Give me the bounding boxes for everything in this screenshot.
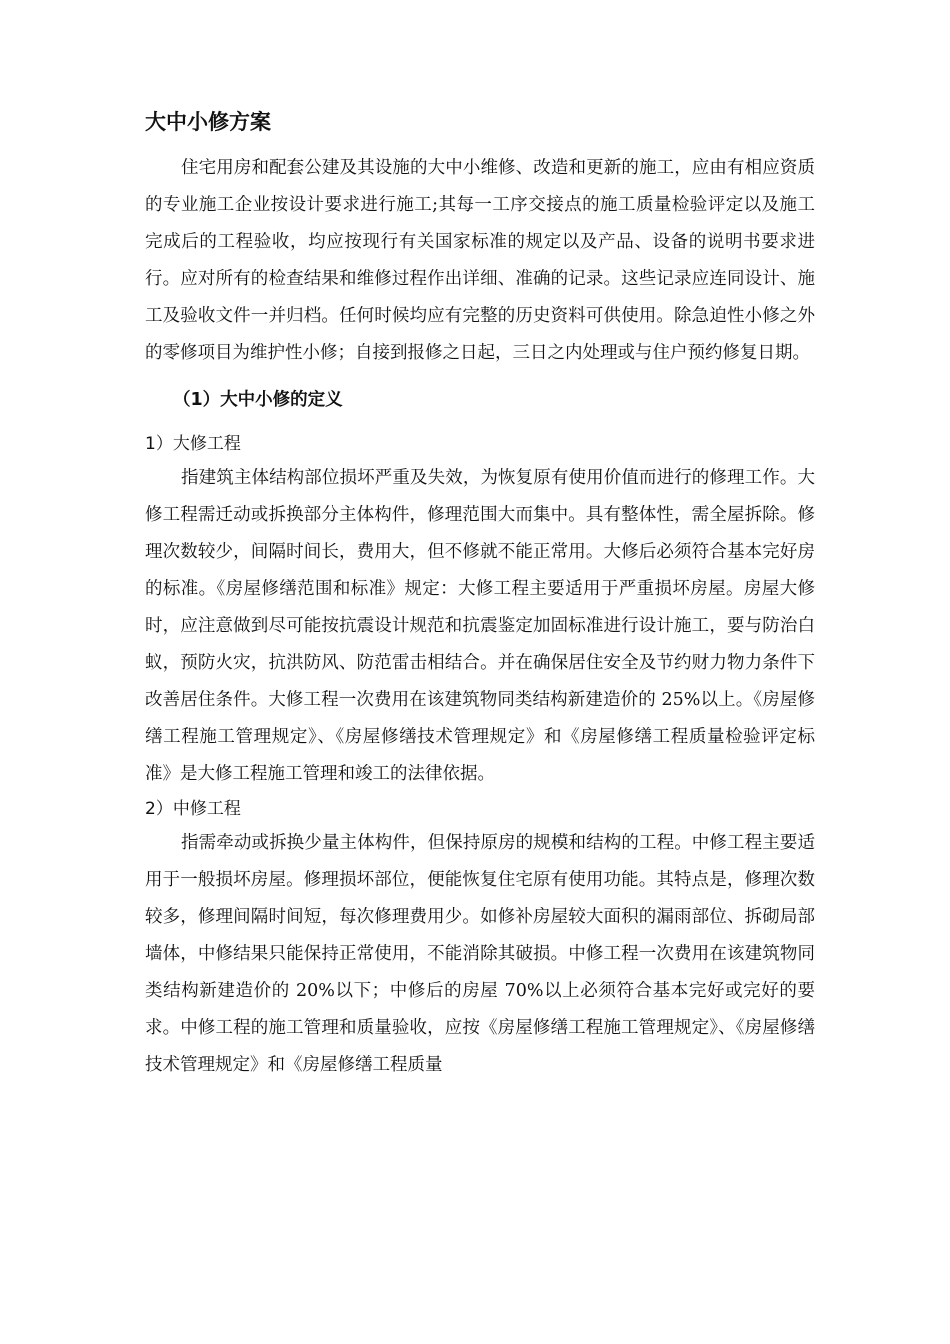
section-heading-definition: （1）大中小修的定义 (173, 390, 343, 410)
document-title: 大中小修方案 (145, 110, 271, 134)
major-repair-paragraph: 指建筑主体结构部位损坏严重及失效，为恢复原有使用价值而进行的修理工作。大修工程需迁动或拆换部分主体构件，修理范围大而集中。具有整体性，需全屋拆除。修理次数较少，间隔时间长，费用大，但不修就不能正常用。大修后必须符合基本完好房的标准。《房屋修缮范围和标准》规定：大修工程主要适用于严重损坏房屋。房屋大修时，应注意做到尽可能按抗震设计规范和抗震鉴定加固标准进行设计施工，要与防治白蚁，预防火灾，抗洪防风、防范雷击相结合。并在确保居住安全及节约财力物力条件下改善居住条件。大修工程一次费用在该建筑物同类结构新建造价的 25%以上。《房屋修缮工程施工管理规定》、《房屋修缮技术管理规定》和《房屋修缮工程质量检验评定标准》是大修工程施工管理和竣工的法律依据。 (145, 468, 815, 784)
sub-heading-major-repair: 1）大修工程 (145, 434, 241, 454)
medium-repair-paragraph: 指需牵动或拆换少量主体构件，但保持原房的规模和结构的工程。中修工程主要适用于一般损坏房屋。修理损坏部位，便能恢复住宅原有使用功能。其特点是，修理次数较多，修理间隔时间短，每次修理费用少。如修补房屋较大面积的漏雨部位、拆砌局部墙体，中修结果只能保持正常使用，不能消除其破损。中修工程一次费用在该建筑物同类结构新建造价的 20%以下；中修后的房屋 70%以上必须符合基本完好或完好的要求。中修工程的施工管理和质量验收，应按《房屋修缮工程施工管理规定》、《房屋修缮技术管理规定》和《房屋修缮工程质量 (145, 833, 815, 1075)
intro-paragraph: 住宅用房和配套公建及其设施的大中小维修、改造和更新的施工，应由有相应资质的专业施工企业按设计要求进行施工;其每一工序交接点的施工质量检验评定以及施工完成后的工程验收，均应按现行有关国家标准的规定以及产品、设备的说明书要求进行。应对所有的检查结果和维修过程作出详细、准确的记录。这些记录应连同设计、施工及验收文件一并归档。任何时候均应有完整的历史资料可供使用。除急迫性小修之外的零修项目为维护性小修；自接到报修之日起，三日之内处理或与住户预约修复日期。 (145, 158, 815, 363)
sub-heading-medium-repair: 2）中修工程 (145, 799, 241, 819)
document-body (145, 106, 815, 1084)
